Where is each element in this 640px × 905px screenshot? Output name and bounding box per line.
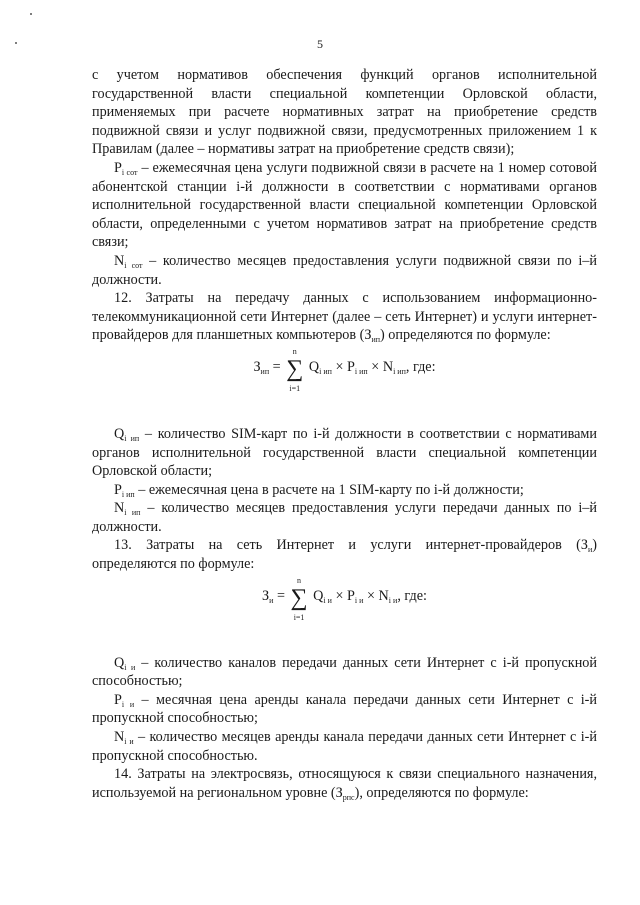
term-q-sub: i и [323,595,332,605]
paragraph-n-i-ip [92,499,597,536]
equals-sign: = [272,358,281,375]
formula-tail: , где: [405,358,436,375]
paragraph-text: – количество каналов передачи данных сети Интернет с i-й пропускной способностью; [92,654,597,690]
var-symbol: P [114,691,122,708]
term-q: Q [313,587,324,604]
var-symbol: P [114,159,122,176]
formula-lhs: З [253,358,261,375]
term-p-sub: i и [354,595,364,605]
var-symbol: Q [114,654,125,671]
var-subscript: i ип [124,508,141,518]
page-number: 5 [317,37,323,51]
var-subscript: i сот [121,167,138,177]
paragraph-q-i-ip [92,425,597,481]
paragraph-text: ), определяются по формуле: [354,784,529,801]
equals-sign: = [276,587,285,604]
paragraph-text: – количество SIM-карт по i-й должности в соответствии с нормативами органов исполнительной государственной власти специальной компетенции Орловской области; [92,425,597,480]
sigma-glyph: ∑ [290,584,308,611]
paragraph-text: 14. Затраты на электросвязь, относящуюся к связи специального назначения, используемой на региональном уровне ( [92,766,597,801]
paragraph-text: 13. Затраты на сеть Интернет и услуги интернет-провайдеров ( [114,537,581,554]
var-subscript: i ип [121,489,135,499]
sum-lower: i=1 [293,612,305,622]
var-subscript: и [587,545,593,555]
var-subscript: рпс [342,792,355,802]
var-symbol: N [114,729,125,746]
sum-upper: n [297,575,302,585]
paragraph-text: – количество месяцев предоставления услуги подвижной связи по i–й должности. [92,252,597,288]
term-n-sub: i ип [393,366,406,376]
paragraph-q-i-i [92,654,597,691]
paragraph-n-i-i [92,728,597,765]
var-symbol: З [335,784,343,801]
paragraph-p-i-ip [92,481,597,500]
paragraph-1: с учетом нормативов обеспечения функций органов исполнительной государственной власти специальной компетенции Орловской области, применяемых при расчете нормативных затрат на приобретение средств подвижной связи и услуг подвижной связи, предусмотренных приложением 1 к Правилам (далее – нормативы затрат на приобретение средств связи); [92,67,597,158]
formula-internet [92,574,597,636]
times-sign: × [371,358,380,375]
paragraph-p-i-i [92,691,597,728]
times-sign: × [335,587,344,604]
sum-operator [286,346,304,393]
paragraph-text: 12. Затраты на передачу данных с использованием информационно-телекоммуникационной сети Интернет (далее – сеть Интернет) и услуги интернет-провайдеров для планшетных компьютеров ( [92,290,597,344]
term-p: P [347,587,355,604]
term-n-sub: i и [388,595,398,605]
times-sign: × [335,358,344,375]
formula-lhs-sub: ип [260,366,270,376]
term-p: P [347,358,355,375]
term-n: N [378,587,389,604]
sum-upper: n [292,346,297,356]
term-q-sub: i ип [319,366,332,376]
paragraph-text: ) определяются по формуле: [380,327,551,344]
paragraph-text: – количество месяцев предоставления услуги передачи данных по i–й должности. [92,500,597,535]
times-sign: × [366,587,375,604]
term-n: N [382,358,394,375]
paragraph-n-i-sot [92,252,597,289]
paragraph-text: – ежемесячная цена в расчете на 1 SIM-карту по i-й должности; [134,481,524,498]
paragraph-13 [92,536,597,573]
formula-lhs: З [262,587,270,604]
var-symbol: З [580,537,588,554]
var-symbol: N [114,252,125,269]
var-symbol: Q [114,425,125,442]
var-subscript: i сот [124,260,143,270]
paragraph-text: ) определяются по формуле: [92,537,597,573]
sum-lower: i=1 [289,383,301,393]
document-body [92,66,597,802]
var-subscript: i и [124,662,136,672]
var-subscript: i ип [124,433,140,443]
paragraph-12 [92,289,597,345]
sum-operator [290,575,308,622]
formula-lhs-sub: и [269,595,274,605]
paragraph-text: – месячная цена аренды канала передачи данных сети Интернет с i-й пропускной способностью; [92,691,597,727]
var-symbol: З [364,327,372,344]
paragraph-14 [92,765,597,802]
paragraph-text: – количество месяцев аренды канала передачи данных сети Интернет с i-й пропускной способностью. [92,729,597,764]
paragraph-p-i-sot [92,159,597,252]
var-symbol: N [114,500,125,517]
sigma-glyph: ∑ [286,355,304,382]
var-subscript: i и [121,699,135,709]
var-symbol: P [114,481,122,498]
formula-tail: , где: [397,587,427,604]
var-subscript: ип [371,335,381,345]
var-subscript: i и [124,737,134,747]
term-p-sub: i ип [354,366,368,376]
scan-speck-1 [30,13,32,15]
formula-internet-tablets [92,345,597,407]
term-q: Q [308,358,320,375]
paragraph-text: – ежемесячная цена услуги подвижной связи в расчете на 1 номер сотовой абонентской станции i-й должности в соответствии с нормативами органов исполнительной государственной власти специальной компетенции Орловской области, определенными с учетом нормативов затрат на приобретение средств связи; [92,159,597,251]
